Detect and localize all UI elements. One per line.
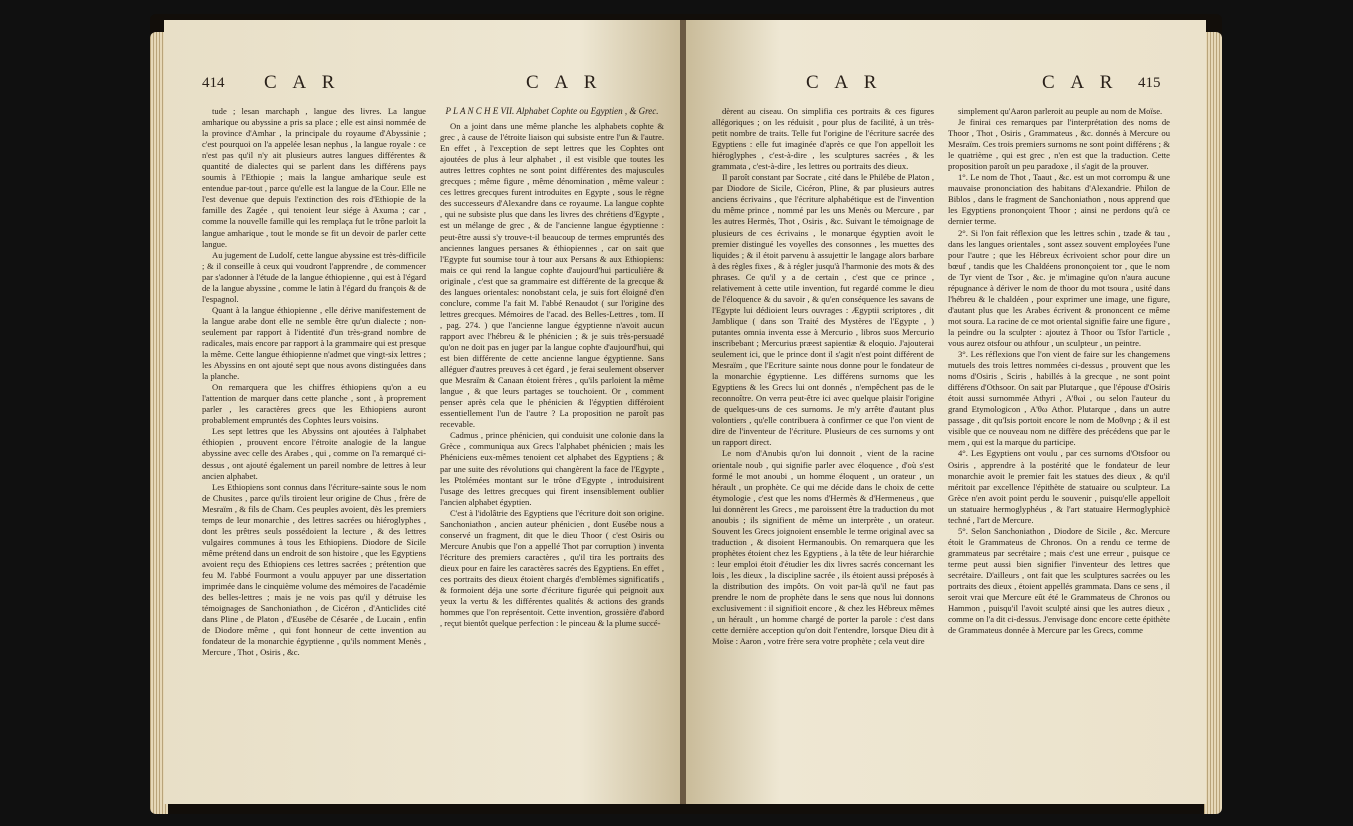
paragraph: C'est à l'idolâtrie des Egyptiens que l'écriture doit son origine. Sanchoniathon , ancien auteur phénicien , dont Eusébe nous a conservé un fragment, dit que le dieu Thoor ( c'est Osiris ou Mercure Anubis que l'on a appellé Thot par corruption ) inventa l'écriture des premiers caractères , qu'il tira les portraits des dieux pour en faire les caractères sacrés des Egyptiens. En effet , ces portraits des dieux étoient chargés d'emblèmes significatifs , & formoient déja une sorte d'écriture figurée qui peignoit aux yeux la vertu & les différentes qualités & actions des grands hommes que l'on représentoit. Cette invention, grossière d'abord , reçut bientôt quelque perfection : le pinceau & la plume succé-	[440, 507, 664, 629]
page-number: 415	[1138, 75, 1161, 91]
paragraph: dèrent au ciseau. On simplifia ces portraits & ces figures allégoriques ; on les réduisit , pour plus de facilité, à un très-petit nombre de traits. Telle fut l'origine de l'écriture sacrée des Egyptiens : elle fut imaginée d'après ce que l'on appelloit les hiéroglyphes , c'est-à-dire , les sculptures sacrées , & les grammata , c'est-à-dire , les lettres ou portraits des dieux.	[712, 106, 934, 172]
paragraph: Le nom d'Anubis qu'on lui donnoit , vient de la racine orientale noub , qui signifie parler avec éloquence , d'où s'est formé le mot anoubi , un homme éloquent , un orateur , un hérault , un prophète. Ce qui me décide dans le choix de cette étymologie , c'est que les noms d'Hermès & d'Hermeneus , que lui donnèrent les Grecs , me paroissent être la traduction du mot anoubis ; ils signifient de même un interprète , un orateur. Souvent les Grecs joignoient ensemble le terme original avec sa traduction , & disoient Hermanoubis. On remarquera que les prophètes étoient chez les Egyptiens , à la tête de leur hiérarchie : leur emploi étoit d'étudier les dix livres sacrés concernant les lois , les dieux , la discipline sacrée , ils étoient aussi préposés à la distribution des impôts. On voit par-là qu'il ne faut pas prendre le nom de prophète dans le sens que nous lui donnons exclusivement : il signifioit encore , & chez les Hébreux mêmes , un hérault , un homme chargé de porter la parole : c'est dans cette dernière acception qu'on doit l'entendre, lorsque Dieu dit à Moïse : Aaron , votre frère sera votre prophète ; cela veut dire	[712, 448, 934, 647]
running-head-word: C A R	[1042, 72, 1119, 93]
paragraph: Cadmus , prince phénicien, qui conduisit une colonie dans la Grèce , communiqua aux Grecs l'alphabet phénicien ; mais les Phéniciens eux-mêmes tenoient cet alphabet des Egyptiens ; & par une suite des révolutions qui changèrent la face de l'Egypte , les Ptolémées montant sur le trône d'Egypte , introduisirent l'usage des lettres grecques qui firent insensiblement oublier l'ancien alphabet égyptien.	[440, 430, 664, 507]
paragraph: On a joint dans une même planche les alphabets cophte & grec , à cause de l'étroite liaison qui subsiste entre l'un & l'autre. En effet , à l'exception de sept lettres que les Cophtes ont ajoutées de plus à leur alphabet , il est visible que toutes les autres lettres cophtes ne sont point différentes des majuscules grecques ; même figure , même dénomination , même valeur : ces lettres grecques furent introduites en Egypte , sous le règne des successeurs d'Alexandre dans ce royaume. La langue cophte , qui ne subsiste plus que dans les livres des chrétiens d'Egypte , est un mélange de grec , & de l'ancienne langue égyptienne : peut-être aussi s'y trouve-t-il beaucoup de termes empruntés des anciennes langues persanes & éthiopiennes , car on sait que l'Egypte fut soumise tour à tour aux Persans & aux Ethiopiens: mais ce qui rend la langue cophte d'aujourd'hui particulière & originale , c'est que sa grammaire est différente de la grecque & des langues orientales: nonobstant cela, je suis fort éloigné d'en conclure, comme l'a fait M. l'abbé Renaudot ( sur l'origine des lettres grecques. Mémoires de l'acad. des Belles-Lettres , tom. II , pag. 274. ) que l'ancienne langue égyptienne n'avoit aucun rapport avec l'hébreu & le phénicien ; & je suis très-persuadé qu'on ne doit pas en juger par la langue cophte d'aujourd'hui, qui est bien différente de cette ancienne langue égyptienne. Sans alléguer d'autres preuves à cet égard , je ferai seulement observer que Mesraïm & Canaan étoient frères , qu'ils parloient la même langue , & que leurs partages se touchoient. Or , comment penser après cela que le phénicien & l'égyptien différoient essentiellement l'un de l'autre ? La proposition ne paroît pas recevable.	[440, 121, 664, 430]
text-column-1	[202, 106, 426, 796]
paragraph: 5°. Selon Sanchoniathon , Diodore de Sicile , &c. Mercure étoit le Grammateus de Chronos. On a rendu ce terme de grammateus par secrétaire ; mais c'est une erreur , puisque ce terme peut aussi bien signifier l'inventeur des lettres que secrétaire. D'ailleurs , ont fait que les sculptures sacrées ou les portraits des dieux , étoient appellés grammata. Dans ce sens , il seroit vrai que Mercure eût été le Grammateus de Chronos ou Hammon , puisqu'il l'avoit sculpté ainsi que les autres dieux , comme on l'a dit ci-dessus. J'envisage donc encore cette épithète de Grammateus donnée à Mercure par les Grecs, comme	[948, 525, 1170, 636]
text-column-2	[440, 106, 664, 796]
paragraph: 4°. Les Egyptiens ont voulu , par ces surnoms d'Otsfoor ou Osiris , apprendre à la postérité que le fondateur de leur monarchie avoit le premier fait les statues des dieux , & qu'il méritoit par excellence l'épithète de statuaire ou sculpteur. La Grèce n'en avoit point perdu le souvenir , puisqu'elle appelloit un statuaire hermoglyphéus , & l'art statuaire Hermoglyphicè techné , l'art de Mercure.	[948, 448, 1170, 525]
running-head-word: C A R	[526, 72, 603, 93]
plate-heading: P L A N C H E VII. Alphabet Cophte ou Egyptien , & Grec.	[445, 106, 659, 116]
paragraph: Les Ethiopiens sont connus dans l'écriture-sainte sous le nom de Chusites , parce qu'ils tiroient leur origine de Chus , frère de Mesraïm , & fils de Cham. Ces peuples avoient, dès les premiers temps de leur monarchie , des lettres sacrées ou hiéroglyphes , dont les prêtres seuls possédoient la lecture , & des lettres vulgaires communes à tous les Ethiopiens. Diodore de Sicile même prétend dans un endroit de son histoire , que les Egyptiens avoient reçu des Ethiopiens ces lettres sacrées ; prétention que feu M. l'abbé Fourmont a voulu appuyer par une dissertation imprimée dans le cinquième volume des mémoires de l'académie des belles-lettres ; mais je ne vois pas qu'il y détruise les témoignages de Sanchoniathon , de Cicéron , d'Anticlides cité dans Pline , de Platon , d'Eusébe de Césarée , de Lucain , enfin de Diodore même , qui font honneur de cette invention au fondateur de la monarchie égyptienne , qu'ils nomment Menès , Mercure , Thot , Osiris , &c.	[202, 481, 426, 658]
paragraph: Les sept lettres que les Abyssins ont ajoutées à l'alphabet éthiopien , prouvent encore l'étroite analogie de la langue abyssine avec celle des Arabes , qui , comme on l'a remarqué ci-dessus , ont ajouté également un pareil nombre de lettres à leur ancien alphabet.	[202, 426, 426, 481]
paragraph: 3°. Les réflexions que l'on vient de faire sur les changemens mutuels des trois lettres nommées ci-dessus , prouvent que les noms d'Osiris , Sciris , habillés à la grecque , ne sont point différens d'Othsoor. On sait par Plutarque , que l'épouse d'Osiris étoit aussi surnommée Athyri , A'θωi , ou selon l'auteur du grand Etymologicon , A'θω Athor. Plutarque , dans un autre passage , dit qu'Isis portoit encore le nom de Μοθνηρ ; & il est visible que ce nouveau nom ne diffère des précédens que par le mem , qui est la marque du participe.	[948, 349, 1170, 448]
running-head	[164, 72, 684, 94]
paragraph: On remarquera que les chiffres éthiopiens qu'on a eu l'attention de marquer dans cette planche , sont , à proprement parler , les caractères grecs que les Ethiopiens auront probablement empruntés des Cophtes leurs voisins.	[202, 382, 426, 426]
paragraph: tude ; lesan marchaph , langue des livres. La langue amharique ou abyssine a pris sa place ; elle est ainsi nommée de la province d'Amhar , la principale du royaume d'Abyssinie ; c'est pourquoi on l'a appelée lesan nephus , la langue royale : ce n'est pas qu'il n'y ait plusieurs autres langues différentes & quantité de dialectes qui se parlent dans les différens pays soumis à l'Ethiopie ; mais la langue amharique seule est entendue par-tout , parce qu'elle est la langue de la Cour. Elle ne l'est devenue que depuis l'extinction des rois d'Ethiopie de la famille des Zagée , qui tenoient leur siége à Axuma ; car , comme la nouvelle famille qui les remplaça fut le trône parloit la langue amharique , tout le monde se fit un devoir de parler cette langue.	[202, 106, 426, 249]
text-column-1	[712, 106, 934, 796]
paragraph: 2°. Si l'on fait réflexion que les lettres schin , tzade & tau , dans les langues orientales , sont assez souvent employées l'une pour l'autre ; que les Hébreux écrivoient schor pour dire un bœuf , tandis que les Chaldéens prononçoient tor , que le nom de Tyr vient de Tsor , &c. je m'imagine qu'on n'aura aucune répugnance à dériver le nom de thoor du mot tsoura , usité dans l'hébreu & le chaldéen , pour exprimer une image, une figure, d'autant plus que les Arabes écrivent & prononcent ce même mot soura. La racine de ce mot oriental signifie faire une figure , la peindre ou la sculpter : ajoutez à Thoor ou Tsfor l'article , vous aurez otsfour ou athfour , un sculpteur , un peintre.	[948, 227, 1170, 348]
paragraph: Je finirai ces remarques par l'interprétation des noms de Thoor , Thot , Osiris , Grammateus , &c. donnés à Mercure ou Mesraïm. Ces trois premiers surnoms ne sont point différens ; & le quatrième , qui est grec , n'en est que la traduction. Cette proposition paroît un peu paradoxe , il s'agit de la prouver.	[948, 117, 1170, 172]
paragraph: Il paroît constant par Socrate , cité dans le Philébe de Platon , par Diodore de Sicile, Cicéron, Pline, & par plusieurs autres anciens écrivains , que l'écriture alphabétique est de l'invention du même prince , nommé par les uns Menès ou Mercure , par les autres Hermès, Thot , Osiris , &c. Suivant le témoignage de plusieurs de ces écrivains , le monarque égyptien avoit le premier distingué les voyelles des consonnes , les muettes des liquides ; & il étoit parvenu à assujettir le langage alors barbare à des règles fixes , & à régler jusqu'à l'harmonie des mots & des phrases. Ce qu'il y a de certain , c'est que ce prince , relativement à cette utile invention, fut regardé comme le dieu de l'éloquence & du savoir , & qu'en conséquence les savans de l'Egypte lui dédioient leurs ouvrages : Ægyptii scriptores , dit Jamblique ( dans son Traité des Mystères de l'Egypte , ) putantes omnia inventa esse à Mercurio , libros suos Mercurio inscribebant ; Mercurius præest sapientiæ & eloquio. J'ajouterai seulement ici, que le prince dont il s'agit n'est point différent de Mesraïm , que l'Ecriture sainte nous donne pour le fondateur de la monarchie égyptienne. Les différens surnoms que les Egyptiens & les Grecs lui ont donnés , n'empêchent pas de le reconnoître. On verra peut-être ici avec quelque plaisir l'origine de quelques-uns de ces surnoms. Je m'y arrête d'autant plus volontiers , qu'elle contribuera à confirmer ce que l'on vient de dire de l'inventeur de l'écriture. Plusieurs de ces surnoms y ont un rapport direct.	[712, 172, 934, 448]
paragraph: Quant à la langue éthiopienne , elle dérive manifestement de la langue arabe dont elle ne semble être qu'un dialecte ; non-seulement par rapport à l'identité d'un très-grand nombre de radicales, mais encore par rapport à la grammaire qui est presque la même. Cette langue éthiopienne n'admet que vingt-six lettres ; les Abyssins en ont ajouté sept que nous avons distinguées dans la planche.	[202, 304, 426, 382]
running-head-word: C A R	[806, 72, 883, 93]
left-page	[164, 20, 684, 804]
page-edges-right	[1204, 32, 1222, 814]
page-number: 414	[202, 75, 225, 91]
running-head-word: C A R	[264, 72, 341, 93]
paragraph: Au jugement de Ludolf, cette langue abyssine est très-difficile ; & il conseille à ceux qui voudront l'apprendre , de commencer par s'adonner à l'étude de la langue éthiopienne , qui est à l'égard de la langue abyssine , comme le latin à l'égard du françois & de l'espagnol.	[202, 249, 426, 304]
paragraph: 1°. Le nom de Thot , Taaut , &c. est un mot corrompu & une mauvaise prononciation des habitans d'Alexandrie. Philon de Biblos , dans le fragment de Sanchoniathon , nous apprend que les Egyptiens prononçoient Thoor ; ainsi ne perdons qu'à ce dernier terme.	[948, 172, 1170, 227]
running-head	[686, 72, 1206, 94]
right-page	[686, 20, 1206, 804]
paragraph: simplement qu'Aaron parleroit au peuple au nom de Moïse.	[958, 106, 1163, 116]
text-column-2	[948, 106, 1170, 796]
